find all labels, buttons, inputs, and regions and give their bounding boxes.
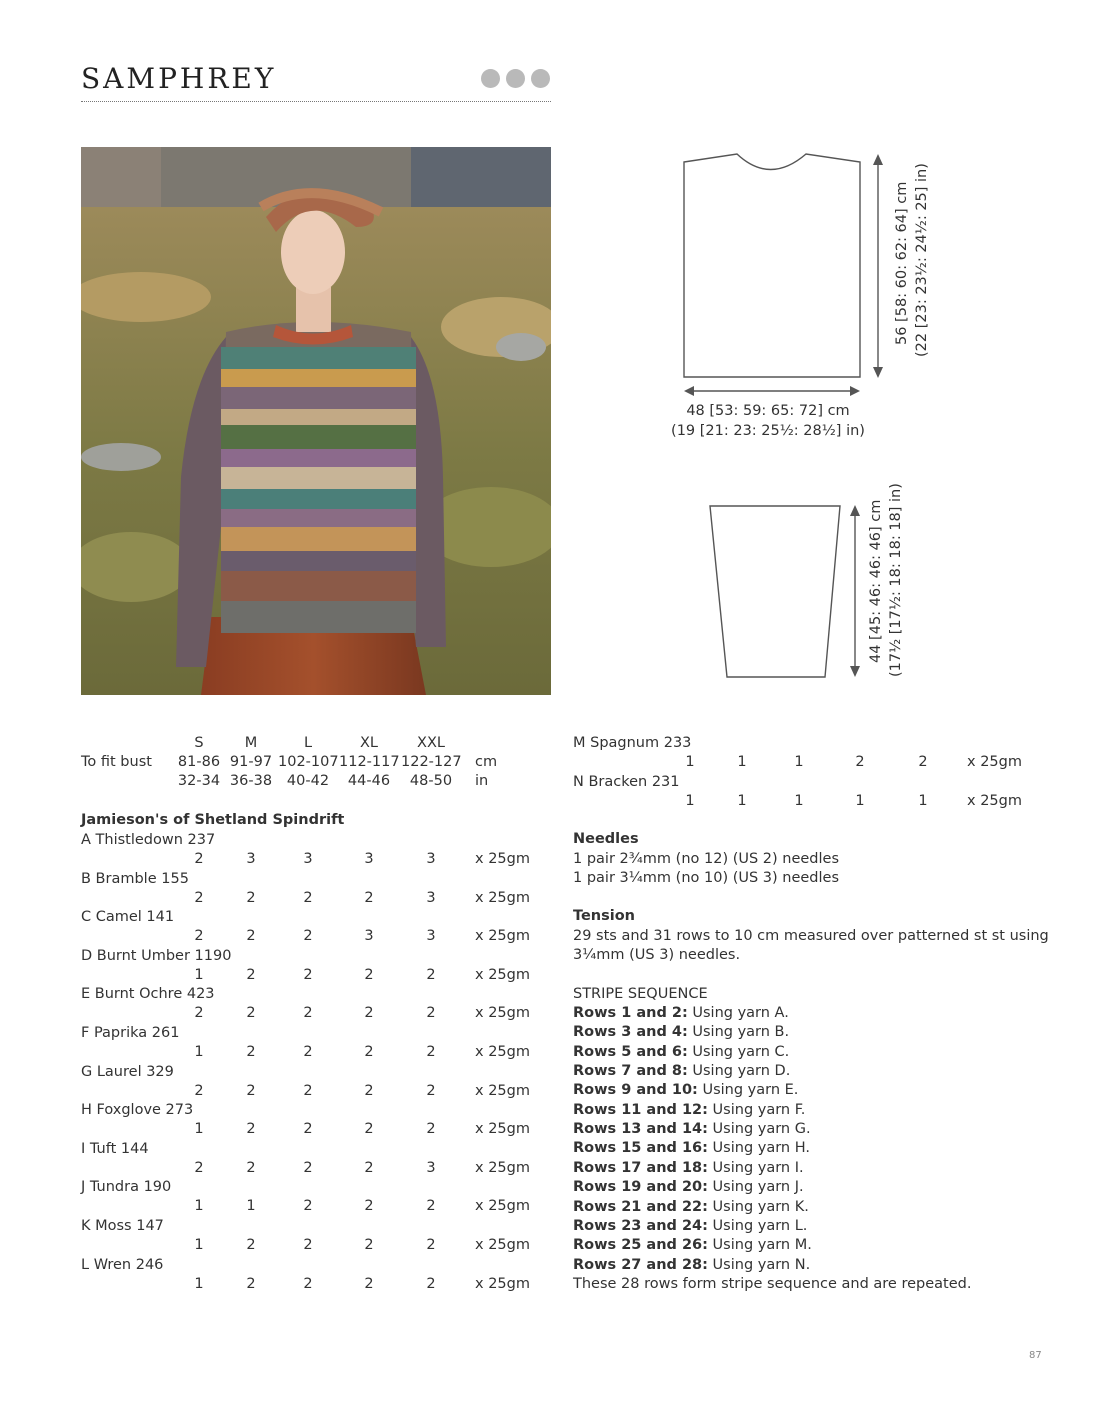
yarn-qty: 1 bbox=[794, 754, 804, 770]
yarn-qty: 2 bbox=[426, 1237, 436, 1253]
stripe-row-label: Rows 23 and 24: bbox=[573, 1217, 708, 1234]
body-width-in: (19 [21: 23: 25½: 28½] in) bbox=[671, 423, 865, 439]
yarn-qty: 2 bbox=[426, 1005, 436, 1021]
yarn-unit: x 25gm bbox=[475, 1083, 530, 1099]
difficulty-dot bbox=[481, 69, 500, 88]
stripe-row-text: Using yarn K. bbox=[707, 1198, 809, 1215]
yarn-qty: 2 bbox=[303, 967, 313, 983]
yarn-name: C Camel 141 bbox=[81, 909, 175, 925]
yarn-qty: 2 bbox=[303, 1276, 313, 1292]
yarn-name: K Moss 147 bbox=[81, 1218, 164, 1234]
stripe-row bbox=[573, 1237, 812, 1253]
stripe-row-text: Using yarn I. bbox=[707, 1159, 804, 1176]
yarn-qty: 1 bbox=[194, 1198, 204, 1214]
yarn-qty: 3 bbox=[426, 890, 436, 906]
yarn-qty: 2 bbox=[303, 1044, 313, 1060]
yarn-name: M Spagnum 233 bbox=[573, 735, 692, 751]
yarn-qty: 2 bbox=[194, 1160, 204, 1176]
yarn-name: B Bramble 155 bbox=[81, 871, 189, 887]
page-number: 87 bbox=[1029, 1350, 1042, 1361]
yarn-qty: 3 bbox=[303, 851, 313, 867]
stripe-footer: These 28 rows form stripe sequence and are repeated. bbox=[573, 1276, 972, 1292]
yarn-qty: 2 bbox=[364, 1121, 374, 1137]
stripe-row-text: Using yarn A. bbox=[687, 1005, 789, 1021]
yarn-qty: 2 bbox=[246, 1121, 256, 1137]
bust-in: 36-38 bbox=[229, 773, 273, 789]
yarn-unit: x 25gm bbox=[475, 928, 530, 944]
yarn-qty: 2 bbox=[364, 967, 374, 983]
yarn-qty: 1 bbox=[685, 754, 695, 770]
stripe-row-label: Rows 21 and 22: bbox=[573, 1198, 708, 1215]
yarn-qty: 1 bbox=[246, 1198, 256, 1214]
yarn-qty: 2 bbox=[364, 1005, 374, 1021]
bust-in: 44-46 bbox=[347, 773, 391, 789]
stripe-row-text: Using yarn M. bbox=[707, 1237, 812, 1254]
yarn-qty: 1 bbox=[685, 793, 695, 809]
stripe-row-text: Using yarn H. bbox=[707, 1140, 810, 1157]
stripe-row-label: Rows 19 and 20: bbox=[573, 1179, 708, 1196]
bust-in: 32-34 bbox=[177, 773, 221, 789]
bust-in: 48-50 bbox=[409, 773, 453, 789]
yarn-qty: 2 bbox=[426, 1121, 436, 1137]
model-photo bbox=[81, 147, 551, 695]
yarn-qty: 2 bbox=[426, 1198, 436, 1214]
yarn-unit: x 25gm bbox=[967, 754, 1022, 770]
yarn-qty: 2 bbox=[364, 1083, 374, 1099]
yarn-qty: 2 bbox=[303, 1005, 313, 1021]
stripe-row-text: Using yarn F. bbox=[707, 1101, 806, 1118]
yarn-qty: 2 bbox=[364, 1044, 374, 1060]
yarn-unit: x 25gm bbox=[475, 1237, 530, 1253]
yarn-qty: 1 bbox=[194, 1121, 204, 1137]
tension-line: 3¼mm (US 3) needles. bbox=[573, 947, 741, 963]
stripe-row-text: Using yarn N. bbox=[707, 1256, 811, 1273]
yarn-unit: x 25gm bbox=[475, 1198, 530, 1214]
stripe-row bbox=[573, 1179, 804, 1195]
yarn-name: J Tundra 190 bbox=[81, 1179, 172, 1195]
stripe-row-text: Using yarn G. bbox=[707, 1121, 811, 1138]
yarn-qty: 1 bbox=[194, 1276, 204, 1292]
stripe-row-label: Rows 15 and 16: bbox=[573, 1140, 708, 1157]
title-rule bbox=[81, 101, 551, 102]
tension-heading: Tension bbox=[573, 908, 636, 924]
yarn-qty: 2 bbox=[194, 851, 204, 867]
yarn-qty: 2 bbox=[246, 928, 256, 944]
yarn-qty: 2 bbox=[918, 754, 928, 770]
yarn-qty: 2 bbox=[364, 1160, 374, 1176]
stripe-row-label: Rows 7 and 8: bbox=[573, 1063, 688, 1080]
yarn-heading: Jamieson's of Shetland Spindrift bbox=[81, 812, 345, 828]
body-width-cm: 48 [53: 59: 65: 72] cm bbox=[686, 403, 850, 419]
stripe-row-text: Using yarn B. bbox=[687, 1024, 790, 1041]
stripe-row bbox=[573, 1082, 798, 1098]
yarn-name: L Wren 246 bbox=[81, 1257, 164, 1273]
yarn-qty: 2 bbox=[194, 890, 204, 906]
yarn-qty: 1 bbox=[737, 754, 747, 770]
needles-heading: Needles bbox=[573, 831, 639, 847]
stripe-row-label: Rows 3 and 4: bbox=[573, 1024, 688, 1041]
yarn-unit: x 25gm bbox=[475, 851, 530, 867]
stripe-row bbox=[573, 1063, 790, 1079]
yarn-qty: 2 bbox=[194, 928, 204, 944]
difficulty-dot bbox=[531, 69, 550, 88]
yarn-qty: 2 bbox=[194, 1083, 204, 1099]
yarn-qty: 2 bbox=[303, 1237, 313, 1253]
yarn-qty: 1 bbox=[918, 793, 928, 809]
stripe-row bbox=[573, 1199, 809, 1215]
stripe-row bbox=[573, 1102, 805, 1118]
yarn-qty: 1 bbox=[737, 793, 747, 809]
stripe-heading: STRIPE SEQUENCE bbox=[573, 986, 708, 1002]
stripe-row bbox=[573, 1121, 811, 1137]
yarn-qty: 1 bbox=[855, 793, 865, 809]
stripe-row bbox=[573, 1218, 807, 1234]
yarn-qty: 2 bbox=[246, 1160, 256, 1176]
yarn-name: F Paprika 261 bbox=[81, 1025, 180, 1041]
yarn-unit: x 25gm bbox=[475, 1005, 530, 1021]
body-length-cm: 56 [58: 60: 62: 64] cm bbox=[894, 181, 910, 345]
stripe-row-label: Rows 1 and 2: bbox=[573, 1005, 688, 1021]
stripe-row-text: Using yarn L. bbox=[707, 1217, 808, 1234]
tension-line: 29 sts and 31 rows to 10 cm measured over patterned st st using bbox=[573, 928, 1049, 944]
yarn-qty: 2 bbox=[364, 890, 374, 906]
yarn-unit: x 25gm bbox=[475, 967, 530, 983]
yarn-qty: 2 bbox=[426, 1044, 436, 1060]
yarn-qty: 2 bbox=[303, 1083, 313, 1099]
yarn-name: A Thistledown 237 bbox=[81, 832, 216, 848]
bust-in: 40-42 bbox=[286, 773, 330, 789]
yarn-name: H Foxglove 273 bbox=[81, 1102, 194, 1118]
yarn-name: D Burnt Umber 1190 bbox=[81, 948, 232, 964]
stripe-row bbox=[573, 1024, 789, 1040]
stripe-row bbox=[573, 1140, 810, 1156]
sleeve-length-cm: 44 [45: 46: 46: 46] cm bbox=[868, 499, 884, 663]
yarn-qty: 2 bbox=[303, 1198, 313, 1214]
stripe-row-label: Rows 11 and 12: bbox=[573, 1101, 708, 1118]
yarn-unit: x 25gm bbox=[475, 1044, 530, 1060]
stripe-row bbox=[573, 1005, 789, 1021]
yarn-qty: 3 bbox=[364, 851, 374, 867]
yarn-qty: 3 bbox=[364, 928, 374, 944]
stripe-row-text: Using yarn C. bbox=[687, 1043, 790, 1060]
bust-cm-unit: cm bbox=[475, 754, 498, 770]
stripe-row-label: Rows 9 and 10: bbox=[573, 1082, 698, 1099]
sleeve-length-in: (17½ [17½: 18: 18: 18] in) bbox=[888, 483, 904, 677]
stripe-row-label: Rows 17 and 18: bbox=[573, 1159, 708, 1176]
yarn-qty: 2 bbox=[426, 1276, 436, 1292]
yarn-qty: 1 bbox=[194, 1044, 204, 1060]
stripe-row bbox=[573, 1044, 789, 1060]
yarn-qty: 1 bbox=[794, 793, 804, 809]
yarn-name: I Tuft 144 bbox=[81, 1141, 149, 1157]
yarn-qty: 2 bbox=[364, 1276, 374, 1292]
bust-cm: 81-86 bbox=[177, 754, 221, 770]
yarn-qty: 2 bbox=[246, 1237, 256, 1253]
stripe-row-text: Using yarn E. bbox=[697, 1082, 799, 1099]
yarn-qty: 2 bbox=[246, 1005, 256, 1021]
yarn-qty: 3 bbox=[426, 851, 436, 867]
yarn-unit: x 25gm bbox=[967, 793, 1022, 809]
yarn-name: G Laurel 329 bbox=[81, 1064, 174, 1080]
yarn-qty: 1 bbox=[194, 967, 204, 983]
stripe-row bbox=[573, 1160, 804, 1176]
yarn-qty: 2 bbox=[246, 1276, 256, 1292]
bust-cm: 112-117 bbox=[339, 754, 400, 770]
bust-cm: 91-97 bbox=[229, 754, 273, 770]
yarn-qty: 2 bbox=[855, 754, 865, 770]
yarn-qty: 2 bbox=[246, 890, 256, 906]
yarn-unit: x 25gm bbox=[475, 890, 530, 906]
yarn-qty: 2 bbox=[303, 890, 313, 906]
yarn-qty: 2 bbox=[246, 1044, 256, 1060]
stripe-row-label: Rows 13 and 14: bbox=[573, 1121, 708, 1138]
yarn-qty: 2 bbox=[246, 1083, 256, 1099]
yarn-unit: x 25gm bbox=[475, 1276, 530, 1292]
difficulty-dot bbox=[506, 69, 525, 88]
size-header: L bbox=[303, 735, 313, 751]
yarn-qty: 2 bbox=[194, 1005, 204, 1021]
yarn-qty: 3 bbox=[426, 1160, 436, 1176]
stripe-row-text: Using yarn J. bbox=[707, 1179, 804, 1196]
yarn-qty: 2 bbox=[303, 1160, 313, 1176]
yarn-qty: 3 bbox=[426, 928, 436, 944]
yarn-name: N Bracken 231 bbox=[573, 774, 680, 790]
yarn-qty: 2 bbox=[303, 928, 313, 944]
size-header: S bbox=[194, 735, 204, 751]
yarn-name: E Burnt Ochre 423 bbox=[81, 986, 215, 1002]
yarn-qty: 2 bbox=[246, 967, 256, 983]
bust-cm: 122-127 bbox=[401, 754, 462, 770]
body-diagram bbox=[670, 145, 900, 445]
sleeve-diagram bbox=[700, 500, 870, 685]
stripe-row-label: Rows 27 and 28: bbox=[573, 1256, 708, 1273]
yarn-qty: 2 bbox=[303, 1121, 313, 1137]
page-title: SAMPHREY bbox=[81, 62, 277, 95]
body-length-in: (22 [23: 23½: 24½: 25] in) bbox=[914, 163, 930, 357]
yarn-qty: 3 bbox=[246, 851, 256, 867]
yarn-qty: 2 bbox=[364, 1198, 374, 1214]
yarn-qty: 2 bbox=[426, 967, 436, 983]
stripe-row bbox=[573, 1257, 810, 1273]
stripe-row-label: Rows 25 and 26: bbox=[573, 1237, 708, 1254]
yarn-unit: x 25gm bbox=[475, 1160, 530, 1176]
yarn-qty: 1 bbox=[194, 1237, 204, 1253]
size-header: XL bbox=[359, 735, 378, 751]
yarn-qty: 2 bbox=[426, 1083, 436, 1099]
yarn-qty: 2 bbox=[364, 1237, 374, 1253]
needles-line: 1 pair 2¾mm (no 12) (US 2) needles bbox=[573, 851, 840, 867]
bust-label: To fit bust bbox=[81, 754, 152, 770]
yarn-unit: x 25gm bbox=[475, 1121, 530, 1137]
size-header: XXL bbox=[417, 735, 445, 751]
bust-cm: 102-107 bbox=[278, 754, 339, 770]
size-header: M bbox=[244, 735, 258, 751]
stripe-row-text: Using yarn D. bbox=[687, 1063, 791, 1080]
needles-line: 1 pair 3¼mm (no 10) (US 3) needles bbox=[573, 870, 840, 886]
bust-in-unit: in bbox=[475, 773, 489, 789]
stripe-row-label: Rows 5 and 6: bbox=[573, 1043, 688, 1060]
